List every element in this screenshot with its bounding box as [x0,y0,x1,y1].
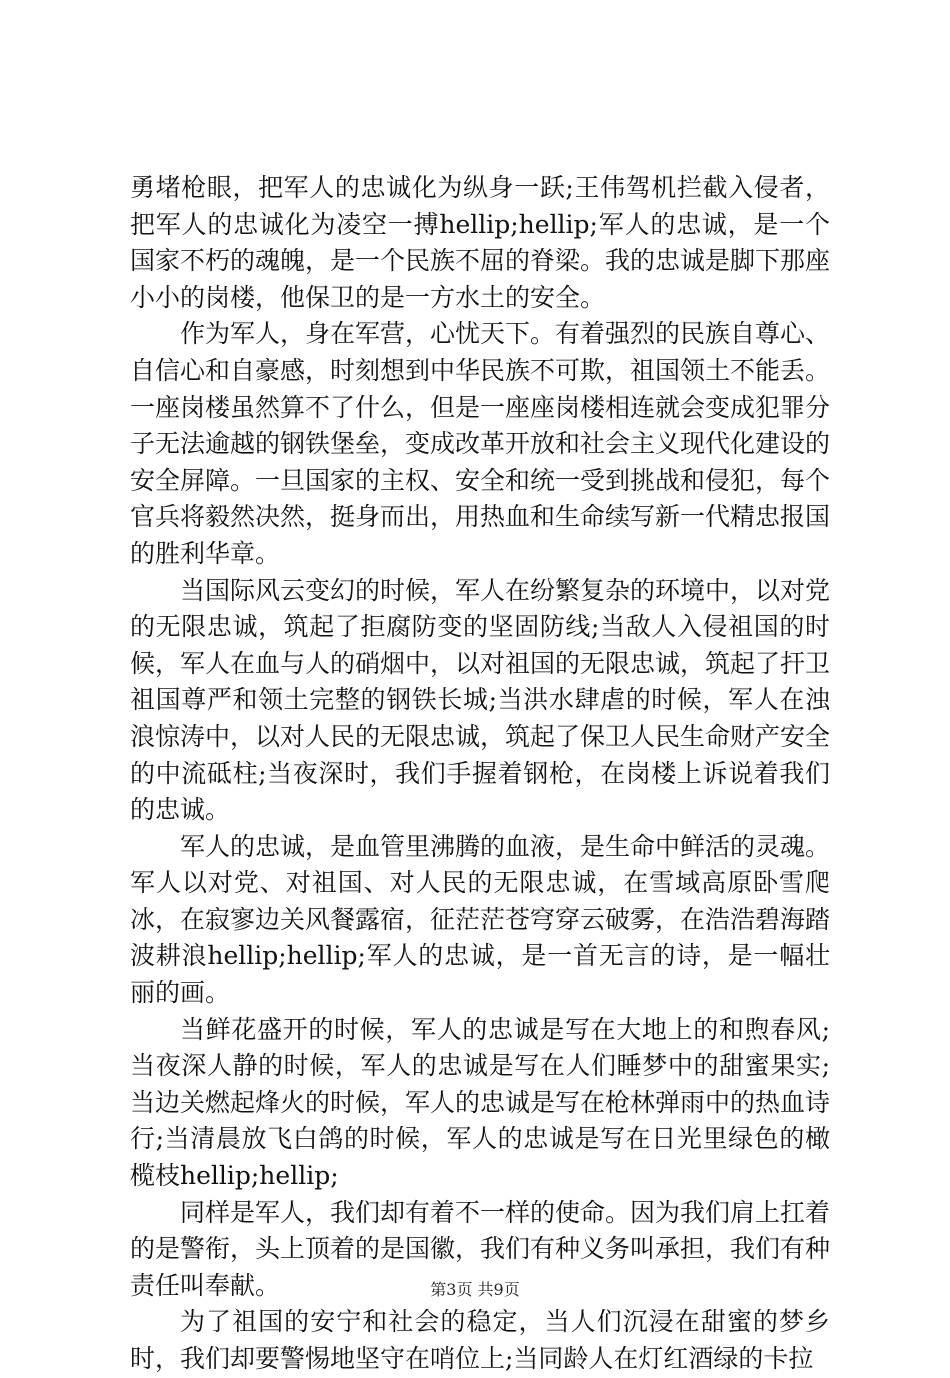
paragraph-6: 同样是军人，我们却有着不一样的使命。因为我们肩上扛着的是警衔，头上顶着的是国徽，我们有种义务叫承担，我们有种责任叫奉献。 [130,1197,831,1300]
paragraph-5: 当鲜花盛开的时候，军人的忠诚是写在大地上的和煦春风;当夜深人静的时候，军人的忠诚是写在人们睡梦中的甜蜜果实;当边关燃起烽火的时候，军人的忠诚是写在枪林弹雨中的热血诗行;当清晨放飞白鸽的时候，军人的忠诚是写在日光里绿色的橄榄枝hellip;hellip; [130,1014,831,1191]
page-number-footer: 第3页 共9页 [430,1280,520,1299]
paragraph-3: 当国际风云变幻的时候，军人在纷繁复杂的环境中，以对党的无限忠诚，筑起了拒腐防变的坚固防线;当敌人入侵祖国的时候，军人在血与人的硝烟中，以对祖国的无限忠诚，筑起了扞卫祖国尊严和领土完整的钢铁长城;当洪水肆虐的时候，军人在浊浪惊涛中，以对人民的无限忠诚，筑起了保卫人民生命财产安全的中流砥柱;当夜深时，我们手握着钢枪，在岗楼上诉说着我们的忠诚。 [130,575,831,825]
paragraph-1: 勇堵枪眼，把军人的忠诚化为纵身一跃;王伟驾机拦截入侵者，把军人的忠诚化为凌空一搏hellip;hellip;军人的忠诚，是一个国家不朽的魂魄，是一个民族不屈的脊梁。我的忠诚是脚下那座小小的岗楼，他保卫的是一方水土的安全。 [130,173,831,312]
paragraph-7: 为了祖国的安宁和社会的稳定，当人们沉浸在甜蜜的梦乡时，我们却要警惕地坚守在哨位上;当同龄人在灯红酒绿的卡拉 [130,1307,830,1373]
paragraph-2: 作为军人，身在军营，心忧天下。有着强烈的民族自尊心、自信心和自豪感，时刻想到中华民族不可欺，祖国领土不能丢。一座岗楼虽然算不了什么，但是一座座岗楼相连就会变成犯罪分子无法逾越的钢铁堡垒，变成改革开放和社会主义现代化建设的安全屏障。一旦国家的主权、安全和统一受到挑战和侵犯，每个官兵将毅然决然，挺身而出，用热血和生命续写新一代精忠报国的胜利华章。 [130,319,831,568]
document-body [130,170,830,1378]
paragraph-4: 军人的忠诚，是血管里沸腾的血液，是生命中鲜活的灵魂。军人以对党、对祖国、对人民的无限忠诚，在雪域高原卧雪爬冰，在寂寥边关风餐露宿，征茫茫苍穹穿云破雾，在浩浩碧海踏波耕浪hellip;hellip;军人的忠诚，是一首无言的诗，是一幅壮丽的画。 [130,831,831,1008]
